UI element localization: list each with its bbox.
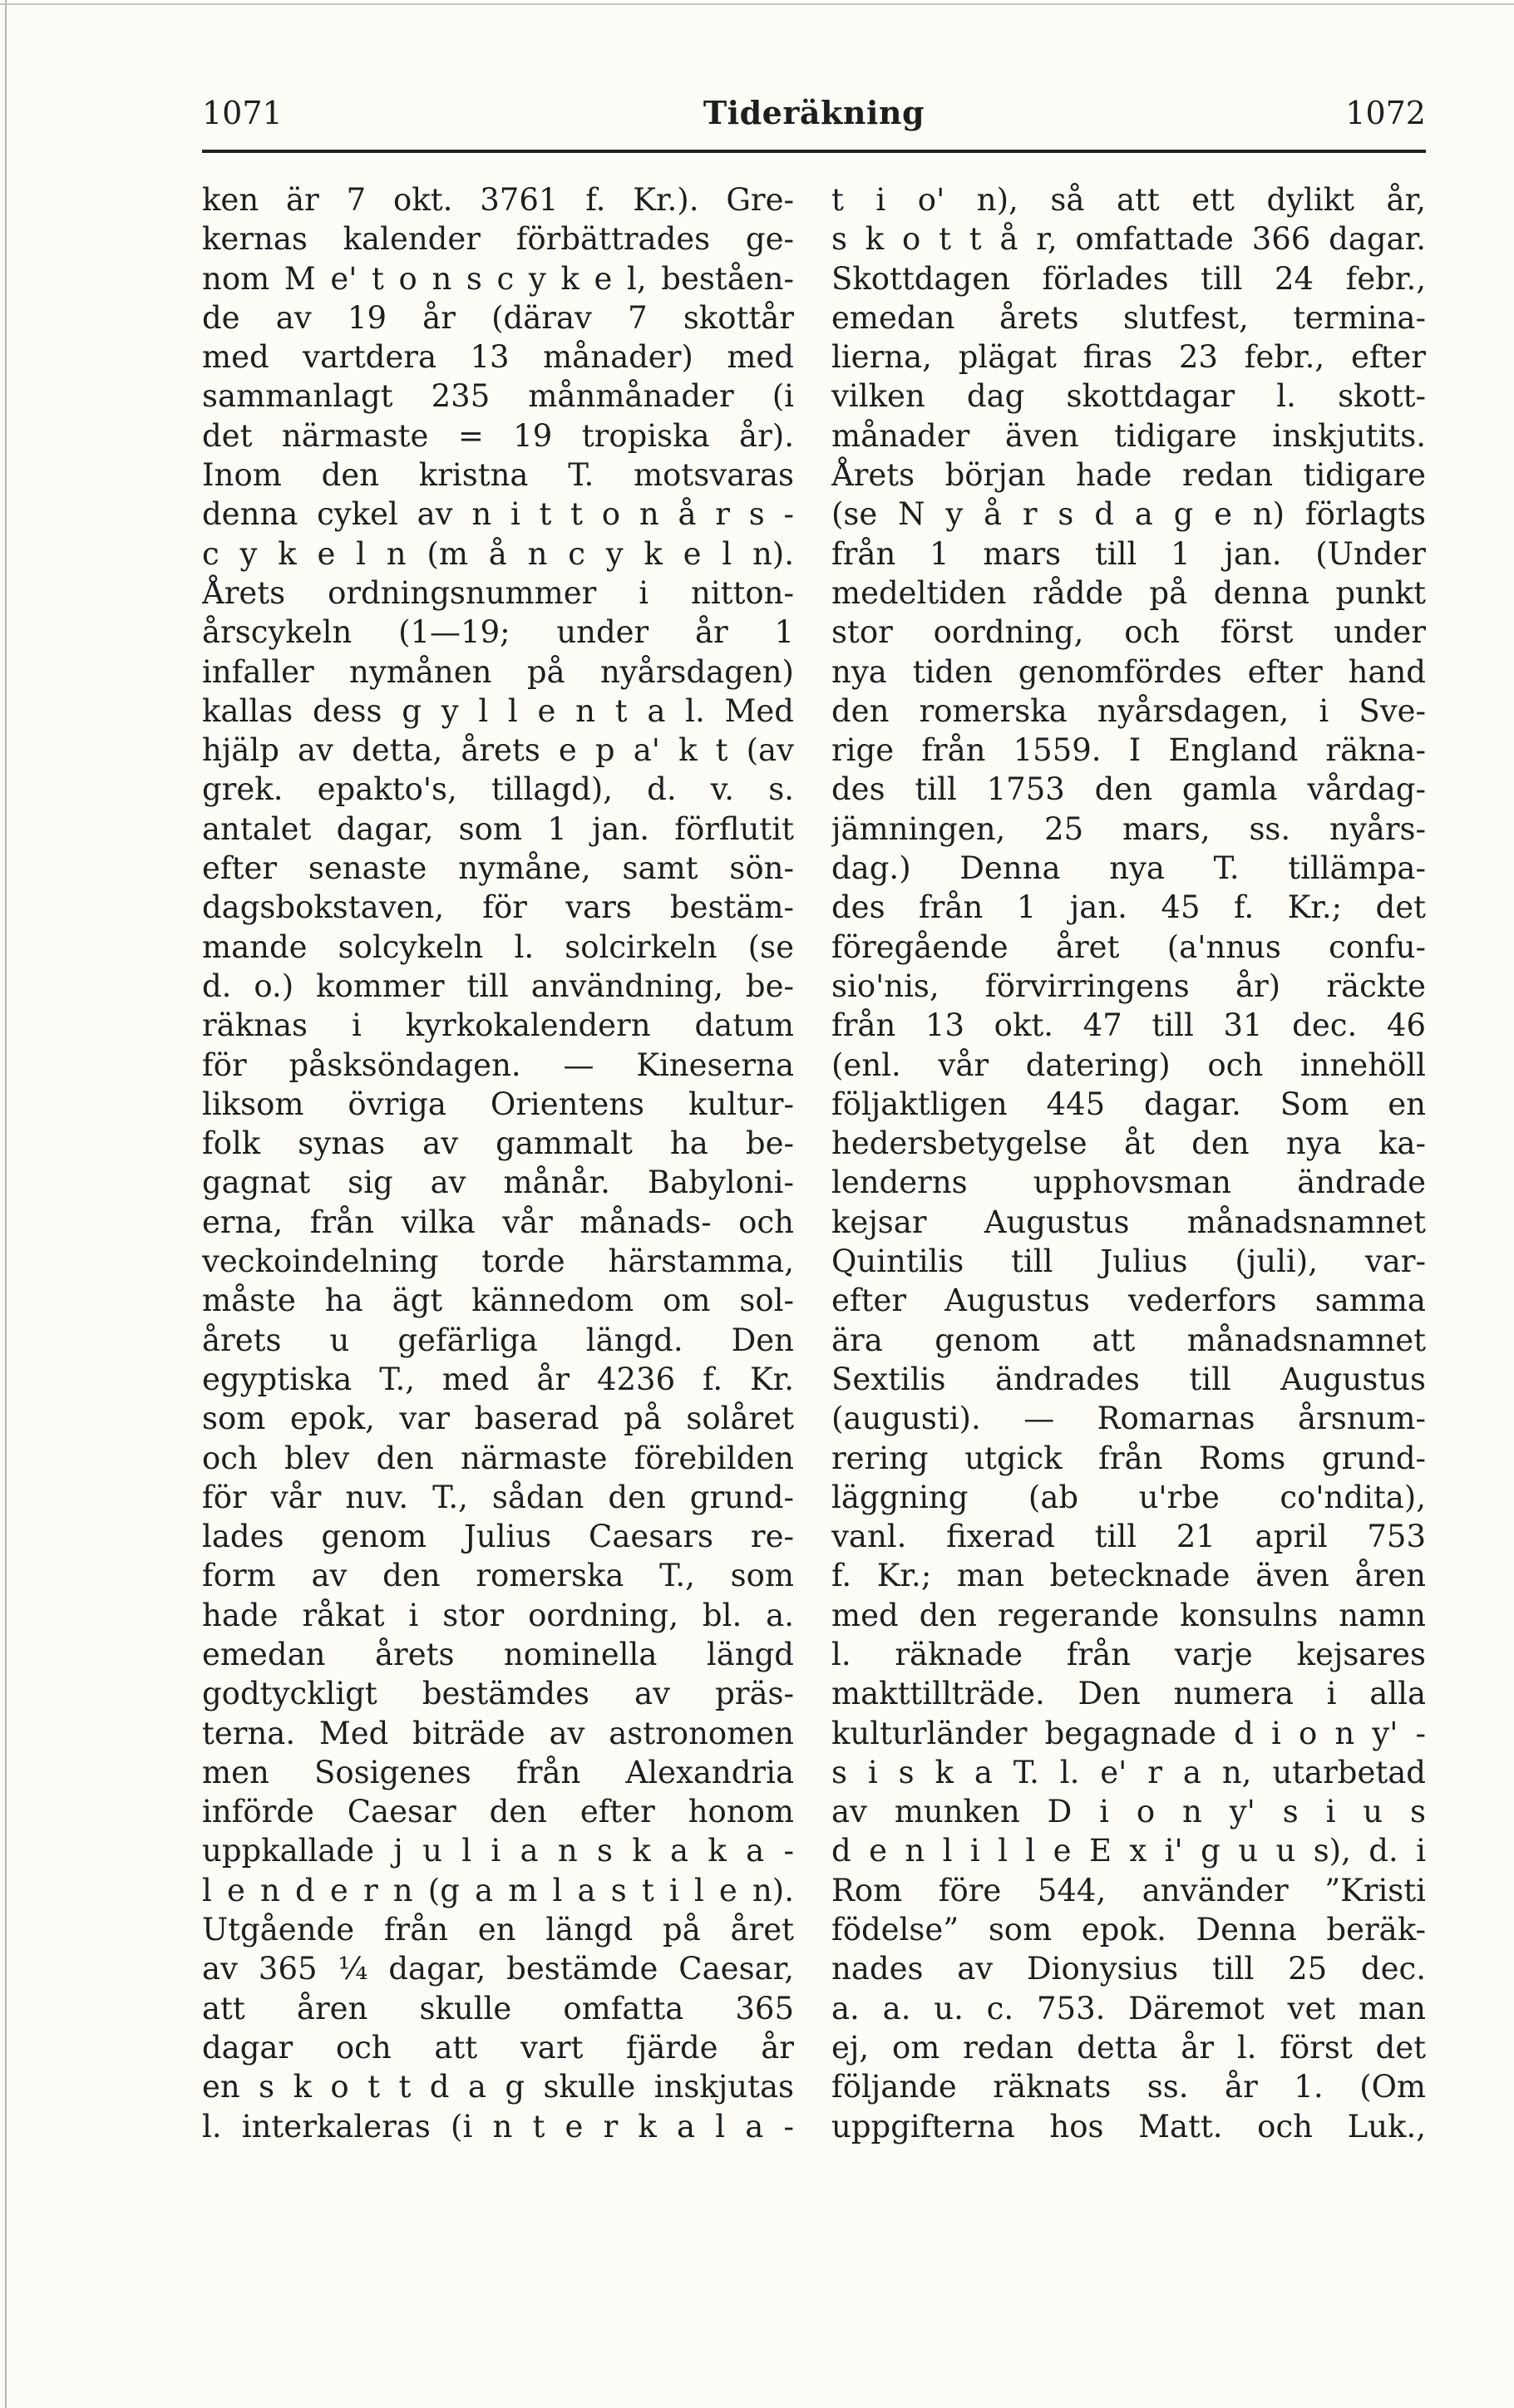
text-line: dagar och att vart fjärde år [202,2029,794,2066]
text-line: räknas i kyrkokalendern datum [202,1007,794,1044]
text-line: med vartdera 13 månader) med [202,339,794,376]
text-line: denna cykel av n i t t o n å r s - [202,496,794,533]
text-line: form av den romerska T., som [202,1558,794,1594]
text-line: a. a. u. c. 753. Däremot vet man [831,1990,1426,2026]
text-line: dagsbokstaven, för vars bestäm- [202,889,794,926]
text-line: antalet dagar, som 1 jan. förflutit [202,810,794,847]
text-line: d. o.) kommer till användning, be- [202,968,794,1004]
text-line: Årets början hade redan tidigare [831,457,1426,494]
text-line: des till 1753 den gamla vårdag- [831,771,1426,808]
text-line: hedersbetygelse åt den nya ka- [831,1125,1426,1162]
text-line: en s k o t t d a g skulle inskjutas [202,2069,794,2105]
text-line: d e n l i l l e E x i' g u u s), d. i [831,1833,1426,1869]
text-line: uppkallade j u l i a n s k a k a - [202,1833,794,1869]
text-line: medeltiden rådde på denna punkt [831,574,1426,611]
text-line: Inom den kristna T. motsvaras [202,457,794,494]
text-line: (se N y å r s d a g e n) förlagts [831,496,1426,533]
text-line: (enl. vår datering) och innehöll [831,1046,1426,1083]
text-line: c y k e l n (m å n c y k e l n). [202,535,794,572]
text-line: rering utgick från Roms grund- [831,1440,1426,1476]
text-line: efter senaste nymåne, samt sön- [202,850,794,887]
text-line: och blev den närmaste förebilden [202,1440,794,1476]
text-line: terna. Med biträde av astronomen [202,1715,794,1751]
text-line: Sextilis ändrades till Augustus [831,1361,1426,1397]
text-line: hjälp av detta, årets e p a' k t (av [202,732,794,769]
text-line: Skottdagen förlades till 24 febr., [831,260,1426,297]
header-rule [202,150,1426,153]
text-line: veckoindelning torde härstamma, [202,1243,794,1280]
text-line: makttillträde. Den numera i alla [831,1676,1426,1712]
text-line: för påsksöndagen. — Kineserna [202,1046,794,1083]
text-line: av munken D i o n y' s i u s [831,1794,1426,1830]
text-line: kulturländer begagnade d i o n y' - [831,1715,1426,1751]
left-column [202,180,794,2146]
running-title: Tideräkning [703,94,925,131]
text-line: des från 1 jan. 45 f. Kr.; det [831,889,1426,926]
text-line: grek. epakto's, tillagd), d. v. s. [202,771,794,808]
text-line: att åren skulle omfatta 365 [202,1990,794,2026]
text-line: t i o' n), så att ett dylikt år, [831,182,1426,218]
text-line: jämningen, 25 mars, ss. nyårs- [831,810,1426,847]
text-line: sammanlagt 235 månmånader (i [202,378,794,415]
text-line: kallas dess g y l l e n t a l. Med [202,692,794,729]
text-line: (augusti). — Romarnas årsnum- [831,1401,1426,1437]
text-line: ära genom att månadsnamnet [831,1322,1426,1358]
text-line: nom M e' t o n s c y k e l, beståen- [202,260,794,297]
text-line: följaktligen 445 dagar. Som en [831,1086,1426,1122]
text-line: vilken dag skottdagar l. skott- [831,378,1426,415]
right-column [831,180,1426,2146]
text-line: från 13 okt. 47 till 31 dec. 46 [831,1007,1426,1044]
text-line: de av 19 år (därav 7 skottår [202,299,794,336]
text-line: emedan årets slutfest, termina- [831,299,1426,336]
text-line: folk synas av gammalt ha be- [202,1125,794,1162]
text-line: kejsar Augustus månadsnamnet [831,1204,1426,1240]
text-line: f. Kr.; man betecknade även åren [831,1558,1426,1594]
text-line: måste ha ägt kännedom om sol- [202,1283,794,1319]
text-line: Årets ordningsnummer i nitton- [202,574,794,611]
text-line: införde Caesar den efter honom [202,1794,794,1830]
text-line: den romerska nyårsdagen, i Sve- [831,692,1426,729]
text-line: s k o t t å r, omfattade 366 dagar. [831,221,1426,258]
text-line: årscykeln (1—19; under år 1 [202,614,794,651]
text-line: mande solcykeln l. solcirkeln (se [202,928,794,965]
text-line: som epok, var baserad på solåret [202,1401,794,1437]
text-line: födelse” som epok. Denna beräk- [831,1912,1426,1948]
text-line: gagnat sig av månår. Babyloni- [202,1165,794,1201]
text-line: l e n d e r n (g a m l a s t i l e n). [202,1872,794,1908]
text-line: ken är 7 okt. 3761 f. Kr.). Gre- [202,182,794,218]
right-page-number: 1072 [1345,95,1426,131]
text-line: liksom övriga Orientens kultur- [202,1086,794,1122]
text-line: godtyckligt bestämdes av präs- [202,1676,794,1712]
text-line: stor oordning, och först under [831,614,1426,651]
text-line: föregående året (a'nnus confu- [831,928,1426,965]
text-line: lierna, plägat firas 23 febr., efter [831,339,1426,376]
text-line: av 365 ¼ dagar, bestämde Caesar, [202,1951,794,1987]
text-line: lenderns upphovsman ändrade [831,1165,1426,1201]
scan-edge-left [5,0,7,2408]
text-line: lades genom Julius Caesars re- [202,1519,794,1555]
text-line: för vår nuv. T., sådan den grund- [202,1479,794,1515]
text-line: med den regerande konsulns namn [831,1597,1426,1633]
text-line: erna, från vilka vår månads- och [202,1204,794,1240]
text-line: månader även tidigare inskjutits. [831,417,1426,454]
text-line: nades av Dionysius till 25 dec. [831,1951,1426,1987]
text-line: l. interkaleras (i n t e r k a l a - [202,2108,794,2145]
text-line: sio'nis, förvirringens år) räckte [831,968,1426,1004]
text-line: s i s k a T. l. e' r a n, utarbetad [831,1754,1426,1790]
text-line: följande räknats ss. år 1. (Om [831,2069,1426,2105]
text-line: kernas kalender förbättrades ge- [202,221,794,258]
text-line: rige från 1559. I England räkna- [831,732,1426,769]
text-line: årets u gefärliga längd. Den [202,1322,794,1358]
text-line: nya tiden genomfördes efter hand [831,653,1426,690]
left-page-number: 1071 [202,95,283,131]
running-header [202,90,1426,140]
text-line: men Sosigenes från Alexandria [202,1754,794,1790]
text-line: egyptiska T., med år 4236 f. Kr. [202,1361,794,1397]
text-line: dag.) Denna nya T. tillämpa- [831,850,1426,887]
text-line: hade råkat i stor oordning, bl. a. [202,1597,794,1633]
text-line: l. räknade från varje kejsares [831,1636,1426,1672]
text-line: Utgående från en längd på året [202,1912,794,1948]
text-line: det närmaste = 19 tropiska år). [202,417,794,454]
scan-edge-top [0,3,1514,5]
text-line: ej, om redan detta år l. först det [831,2029,1426,2066]
text-line: emedan årets nominella längd [202,1636,794,1672]
text-line: uppgifterna hos Matt. och Luk., [831,2108,1426,2145]
text-line: läggning (ab u'rbe co'ndita), [831,1479,1426,1515]
text-line: Rom före 544, använder ”Kristi [831,1872,1426,1908]
text-line: Quintilis till Julius (juli), var- [831,1243,1426,1280]
text-line: från 1 mars till 1 jan. (Under [831,535,1426,572]
text-line: vanl. fixerad till 21 april 753 [831,1519,1426,1555]
text-line: efter Augustus vederfors samma [831,1283,1426,1319]
text-line: infaller nymånen på nyårsdagen) [202,653,794,690]
